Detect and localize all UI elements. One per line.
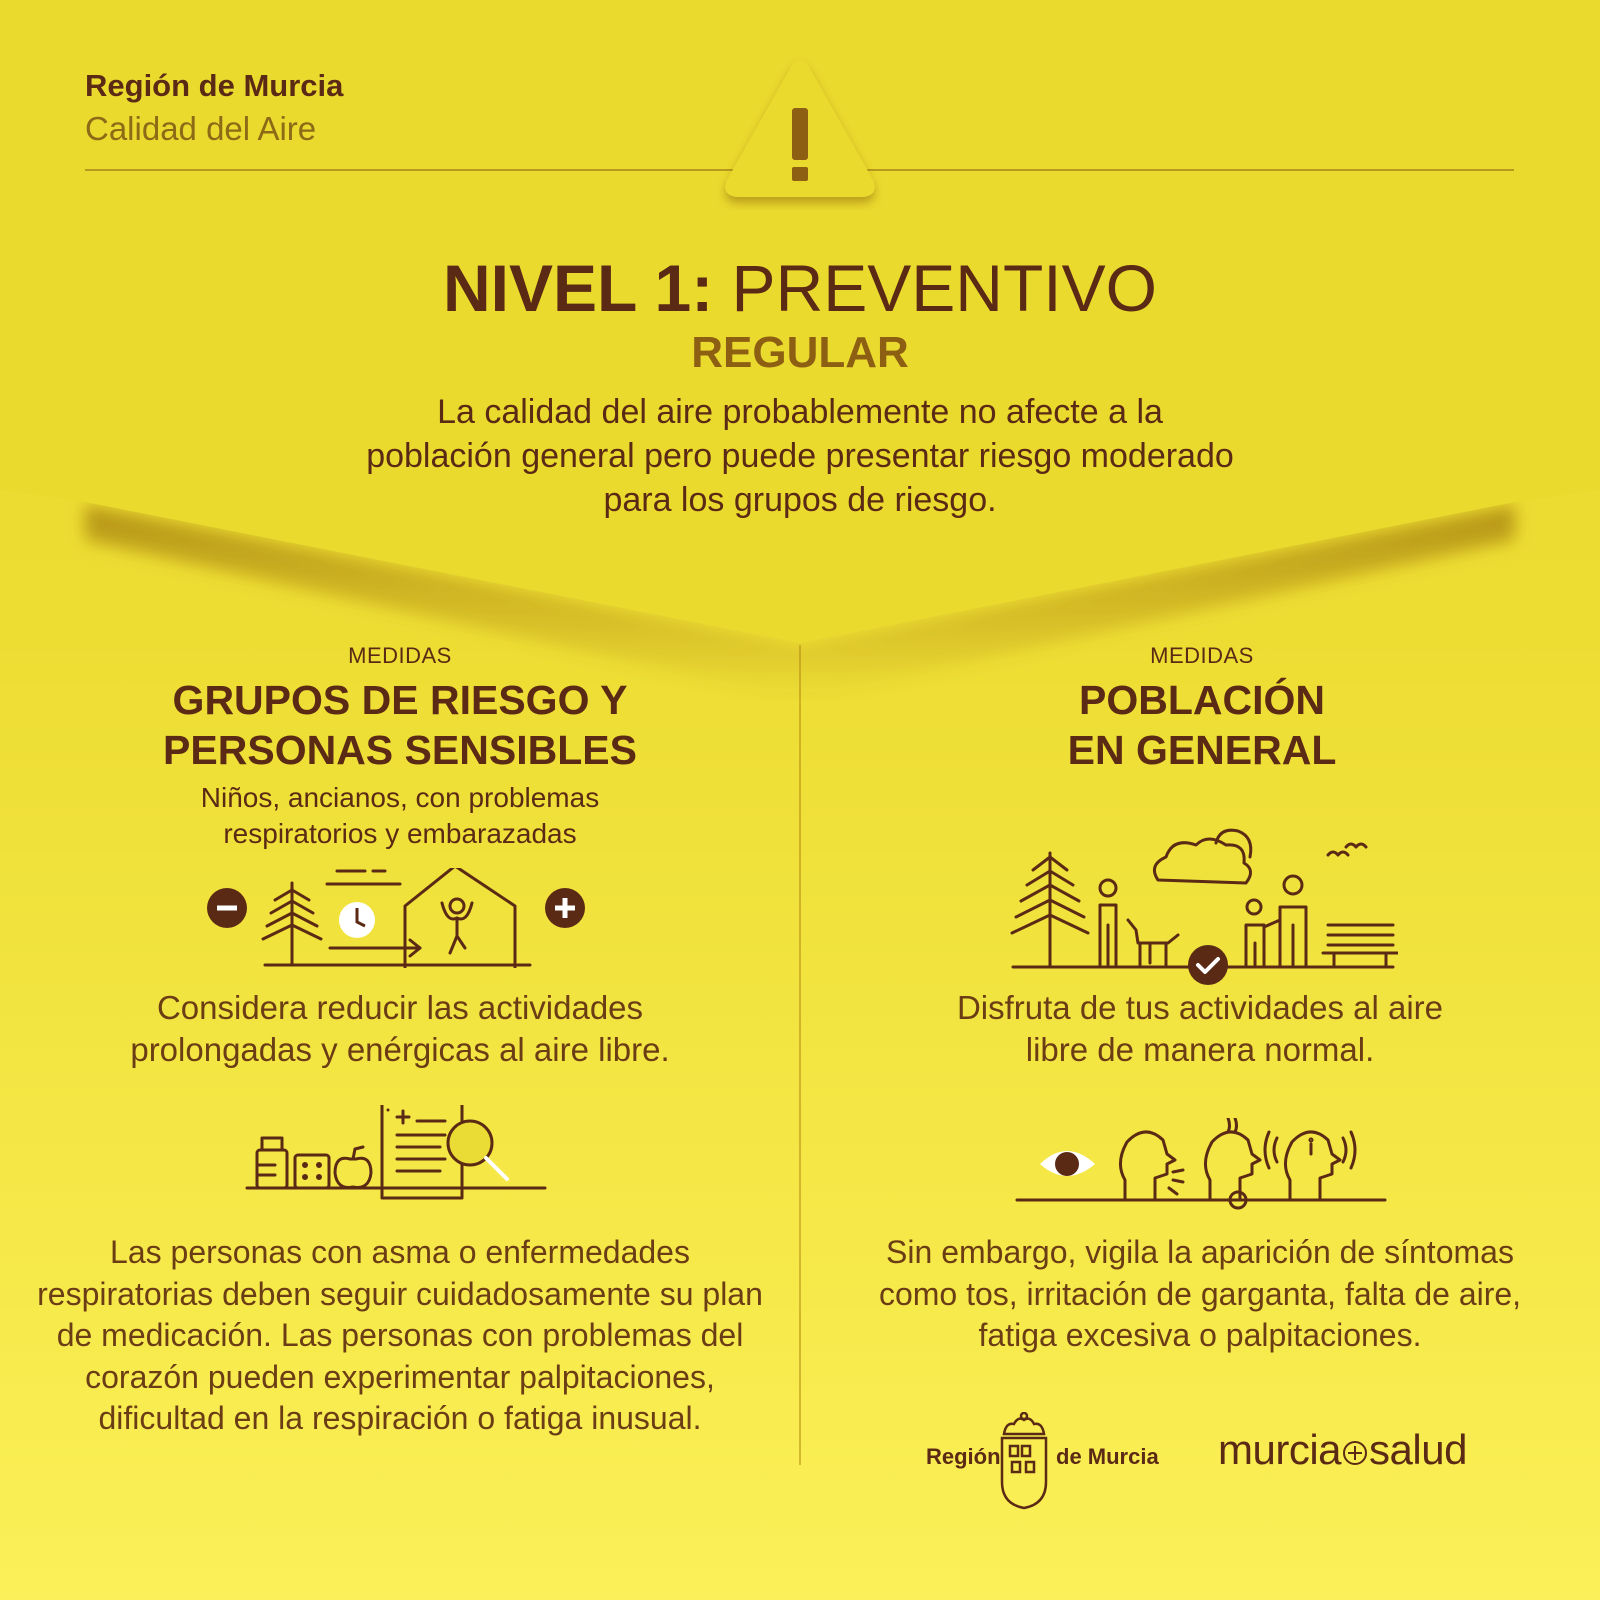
right-title-line2: EN GENERAL [1067, 727, 1337, 773]
region-logo-text-right: de Murcia [1056, 1444, 1159, 1469]
header-rule-right [866, 169, 1514, 171]
page-subtitle: Calidad del Aire [85, 110, 317, 147]
park-people-icon [1008, 825, 1398, 985]
throat-icon [1205, 1118, 1260, 1208]
right-tip-2: Sin embargo, vigila la aparición de síntomas como tos, irritación de garganta, falta de aire, fatiga excesiva o palpitaciones. [878, 1234, 1522, 1353]
left-kicker: MEDIDAS [348, 643, 452, 668]
left-medication-illustration [245, 1105, 555, 1205]
warning-triangle-icon [715, 50, 885, 215]
left-subtitle: Niños, ancianos, con problemas respiratorios y embarazadas [200, 782, 600, 849]
palpitations-icon [1265, 1132, 1355, 1200]
stopwatch-icon [339, 902, 375, 938]
region-logo-text-left: Región [926, 1444, 1001, 1469]
murciasalud-salud: salud [1369, 1426, 1467, 1473]
column-divider [799, 645, 801, 1465]
minus-icon [207, 888, 247, 928]
plus-icon [545, 888, 585, 928]
left-tip-1: Considera reducir las actividades prolongadas y enérgicas al aire libre. [130, 989, 670, 1068]
cough-icon [1120, 1132, 1183, 1200]
org-name: Región de Murcia [85, 68, 344, 103]
left-activity-illustration [205, 868, 595, 968]
region-crest-icon [998, 1412, 1050, 1510]
left-title-line1: GRUPOS DE RIESGO Y [172, 677, 628, 723]
murciasalud-logo [1218, 1426, 1467, 1474]
left-title-line2: PERSONAS SENSIBLES [163, 727, 637, 773]
symptoms-illustration [1015, 1118, 1395, 1218]
right-title [822, 675, 1582, 775]
right-tip-1: Disfruta de tus actividades al aire libre de manera normal. [956, 989, 1444, 1068]
left-title [20, 675, 780, 775]
check-icon [1188, 945, 1228, 985]
circle-plus-icon [1342, 1440, 1368, 1466]
right-title-line1: POBLACIÓN [1079, 677, 1325, 723]
medical-report-icon [382, 1105, 507, 1198]
left-tip-2: Las personas con asma o enfermedades respiratorias deben seguir cuidadosamente su plan de medicación. Las personas con problemas del corazón pueden experimentar palpitaciones, dificultad en la respiración o fatiga inusual. [37, 1234, 763, 1436]
level-title [0, 248, 1600, 328]
eye-icon [1040, 1151, 1095, 1176]
header-rule-left [85, 169, 735, 171]
right-kicker: MEDIDAS [1150, 643, 1254, 668]
medication-icon [257, 1138, 371, 1188]
level-description: La calidad del aire probablemente no afecte a la población general pero puede presentar riesgo moderado para los grupos de riesgo. [366, 393, 1234, 519]
level-grade: REGULAR [691, 328, 909, 377]
level-name: PREVENTIVO [731, 251, 1157, 325]
tree-icon [263, 883, 321, 965]
murciasalud-murcia: murcia [1218, 1426, 1342, 1473]
level-number: NIVEL 1: [443, 251, 714, 325]
